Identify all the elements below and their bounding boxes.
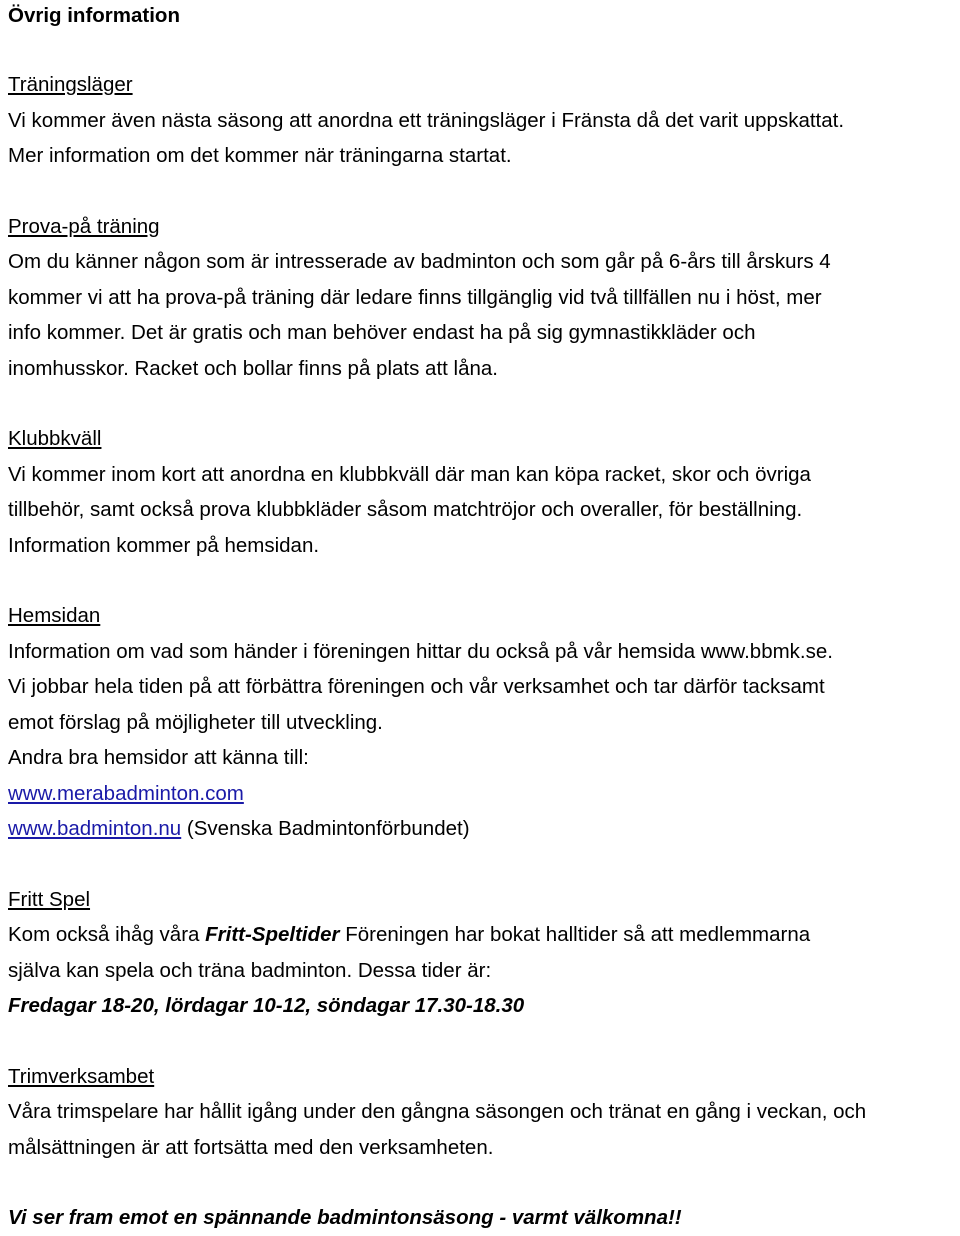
text-fragment: Föreningen har bokat halltider så att medlemmarna xyxy=(339,923,811,946)
section-provapa xyxy=(8,209,958,387)
paragraph-line: Mer information om det kommer när träningarna startat. xyxy=(8,144,512,167)
merabadminton-link[interactable]: www.merabadminton.com xyxy=(8,781,244,805)
paragraph-line: Vi kommer inom kort att anordna en klubbkväll där man kan köpa racket, skor och övriga xyxy=(8,462,811,486)
paragraph-line: kommer vi att ha prova-på träning där ledare finns tillgänglig vid två tillfällen nu i höst, mer xyxy=(8,285,822,309)
link-line xyxy=(8,811,958,847)
link-description: (Svenska Badmintonförbundet) xyxy=(181,817,470,840)
text-fragment: Kom också ihåg våra xyxy=(8,923,206,946)
paragraph-line: Information om vad som händer i föreningen hittar du också på vår hemsida www.bbmk.se. xyxy=(8,639,833,663)
section-klubbkvall xyxy=(8,421,958,563)
paragraph-line: målsättningen är att fortsätta med den verksamheten. xyxy=(8,1135,494,1159)
closing-statement: Vi ser fram emot en spännande badmintonsäsong - varmt välkomna!! xyxy=(8,1206,682,1229)
section-heading: Klubbkväll xyxy=(8,427,102,450)
paragraph-line: Om du känner någon som är intresserade av badminton och som går på 6-års till årskurs 4 xyxy=(8,250,831,273)
paragraph-line: Våra trimspelare har hållit igång under den gångna säsongen och tränat en gång i veckan, och xyxy=(8,1100,867,1123)
link-line xyxy=(8,776,958,812)
section-heading: Fritt Spel xyxy=(8,887,91,911)
document-title: Övrig information xyxy=(8,4,180,27)
paragraph-line: tillbehör, samt också prova klubbkläder såsom matchtröjor och overaller, för beställning. xyxy=(8,498,803,521)
document xyxy=(8,0,958,1236)
paragraph-line: emot förslag på möjligheter till utveckling. xyxy=(8,710,383,734)
section-heading: Träningsläger xyxy=(8,73,133,96)
section-hemsidan xyxy=(8,598,958,847)
play-times: Fredagar 18-20, lördagar 10-12, söndagar 17.30-18.30 xyxy=(8,994,525,1017)
section-heading: Prova-på träning xyxy=(8,214,160,238)
section-heading: Trimverksambet xyxy=(8,1064,155,1088)
paragraph-line: inomhusskor. Racket och bollar finns på plats att låna. xyxy=(8,356,498,380)
paragraph-line: Vi kommer även nästa säsong att anordna ett träningsläger i Fränsta då det varit uppskattat. xyxy=(8,108,845,132)
paragraph-line: Information kommer på hemsidan. xyxy=(8,533,320,557)
emphasis-text: Fritt-Speltider xyxy=(205,923,340,946)
section-heading: Hemsidan xyxy=(8,604,101,627)
section-frittspel xyxy=(8,882,958,1024)
badminton-nu-link[interactable]: www.badminton.nu xyxy=(8,817,182,840)
paragraph-line: själva kan spela och träna badminton. Dessa tider är: xyxy=(8,958,492,982)
section-traningslager xyxy=(8,67,958,174)
section-trimverksamhet xyxy=(8,1059,958,1166)
paragraph-line: Vi jobbar hela tiden på att förbättra föreningen och vår verksamhet och tar därför tacksamt xyxy=(8,675,825,698)
paragraph-line: Andra bra hemsidor att känna till: xyxy=(8,746,309,769)
paragraph-line: info kommer. Det är gratis och man behöver endast ha på sig gymnastikkläder och xyxy=(8,321,756,344)
paragraph-line xyxy=(8,917,958,953)
